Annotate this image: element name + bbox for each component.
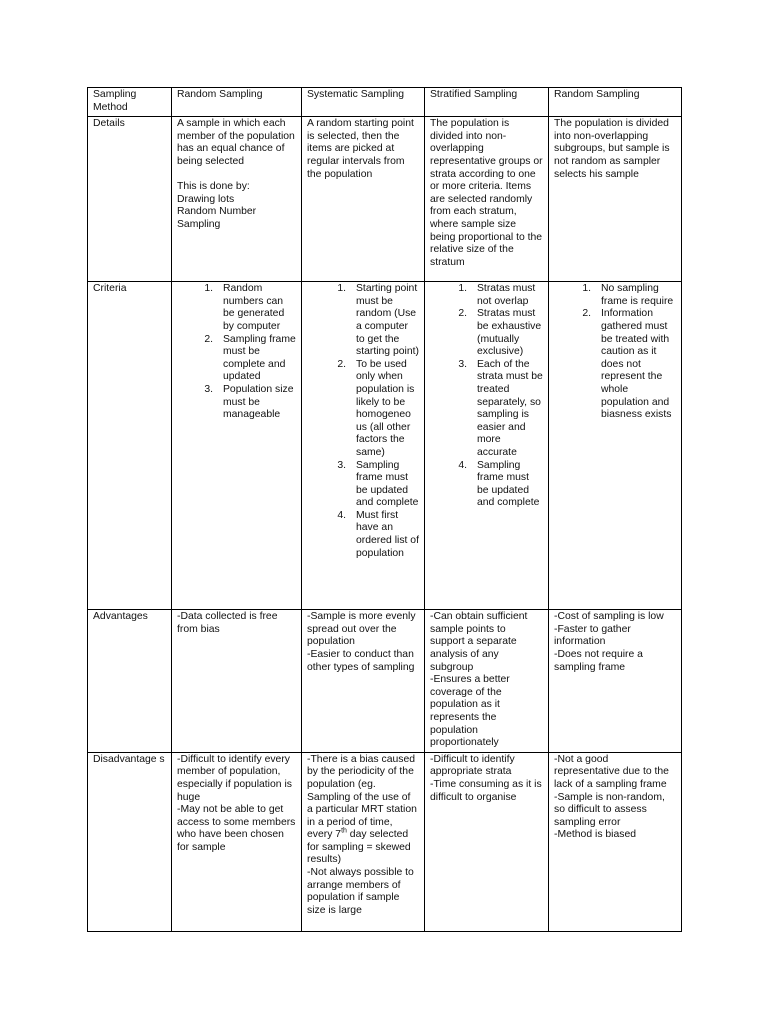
criteria-systematic-list — [307, 283, 419, 560]
ordinal-suffix: th — [341, 827, 347, 835]
details-random-2-cell: The population is divided into non-overlapping subgroups, but sample is not random as sampler selects his sample — [549, 117, 682, 282]
disadvantages-random-2-cell — [549, 752, 682, 931]
row-label-disadvantages: Disadvantage s — [88, 752, 172, 931]
list-item-text: To be used only when population is likely to be homogeneo us (all other factors the same) — [356, 358, 415, 458]
cell-line: -Sample is non-random, so difficult to assess sampling error — [554, 791, 665, 828]
header-cell-random-sampling-2: Random Sampling — [549, 88, 682, 117]
criteria-stratified-cell — [425, 282, 549, 610]
criteria-list-item — [554, 308, 676, 421]
details-random-cell — [172, 117, 302, 282]
row-label-details: Details — [88, 117, 172, 282]
cell-line: -Can obtain sufficient sample points to support a separate analysis of any subgroup — [430, 611, 528, 673]
criteria-list-item — [177, 334, 296, 384]
advantages-random-2-cell — [549, 610, 682, 753]
list-item-text: Population size must be manageable — [223, 383, 294, 421]
disadvantages-stratified-cell — [425, 752, 549, 931]
list-item-number: 3. — [337, 459, 346, 471]
criteria-list-item — [430, 460, 543, 510]
row-label-criteria: Criteria — [88, 282, 172, 610]
criteria-list-item — [307, 359, 419, 460]
cell-line: -Not a good representative due to the lack of a sampling frame — [554, 753, 669, 790]
criteria-random-list — [177, 283, 296, 422]
advantages-stratified-cell — [425, 610, 549, 753]
list-item-text: Sampling frame must be updated and complete — [356, 459, 419, 509]
criteria-list-item — [177, 283, 296, 333]
cell-line: -Sample is more evenly spread out over the population — [307, 611, 416, 648]
details-random-method-title: This is done by: — [177, 181, 250, 193]
list-item-number: 1. — [337, 283, 346, 295]
criteria-random-cell — [172, 282, 302, 610]
disadvantages-random-cell — [172, 752, 302, 931]
list-item-number: 2. — [582, 308, 591, 320]
cell-line: -May not be able to get access to some members who have been chosen for sample — [177, 804, 296, 853]
cell-line: -Data collected is free from bias — [177, 611, 278, 635]
document-page — [87, 87, 681, 932]
bias-text-part-2: day selected for sampling = skewed results) — [307, 829, 411, 866]
cell-line: -Time consuming as it is difficult to organise — [430, 778, 542, 803]
details-random-method-1: Drawing lots — [177, 193, 235, 205]
disadvantages-systematic-cell — [302, 752, 425, 931]
criteria-list-item — [177, 384, 296, 422]
header-cell-sampling-method: Sampling Method — [88, 88, 172, 117]
list-item-number: 4. — [458, 459, 467, 471]
cell-line: -Difficult to identify appropriate strata — [430, 753, 515, 778]
details-random-definition: A sample in which each member of the population has an equal chance of being selected — [177, 118, 295, 167]
list-item-number: 1. — [458, 283, 467, 295]
list-item-number: 2. — [204, 333, 213, 345]
cell-line: -Difficult to identify every member of population, especially if population is huge — [177, 753, 292, 803]
sampling-methods-table — [87, 87, 682, 932]
list-item-text: Information gathered must be treated with caution as it does not represent the whole population and biasness exists — [601, 308, 672, 421]
list-item-text: Stratas must be exhaustive (mutually exclusive) — [477, 308, 542, 358]
header-cell-random-sampling: Random Sampling — [172, 88, 302, 117]
criteria-row — [88, 282, 682, 610]
cell-line: -Cost of sampling is low — [554, 611, 664, 623]
list-item-number: 1. — [582, 283, 591, 295]
criteria-random-2-cell — [549, 282, 682, 610]
header-cell-systematic-sampling: Systematic Sampling — [302, 88, 425, 117]
header-cell-stratified-sampling: Stratified Sampling — [425, 88, 549, 117]
header-row — [88, 88, 682, 117]
advantages-random-cell — [172, 610, 302, 753]
list-item-number: 2. — [337, 358, 346, 370]
details-stratified-cell: The population is divided into non-overlapping representative groups or strata according to one or more criteria. Items are selected randomly from each stratum, where sample size being proportional to the relative size of the stratum — [425, 117, 549, 282]
cell-line: -Method is biased — [554, 829, 637, 841]
cell-line: -Not always possible to arrange members of population if sample size is large — [307, 867, 414, 916]
cell-line: -Easier to conduct than other types of sampling — [307, 648, 415, 673]
list-item-text: Random numbers can be generated by computer — [223, 283, 285, 332]
details-systematic-cell: A random starting point is selected, then the items are picked at regular intervals from the population — [302, 117, 425, 282]
criteria-list-item — [430, 308, 543, 358]
row-label-advantages: Advantages — [88, 610, 172, 753]
list-item-text: Starting point must be random (Use a computer to get the starting point) — [356, 283, 419, 358]
cell-line: -Does not require a sampling frame — [554, 648, 643, 673]
cell-line: -Faster to gather information — [554, 623, 631, 648]
disadvantages-systematic-rest — [307, 867, 419, 917]
list-item-number: 4. — [337, 509, 346, 521]
details-random-method-2: Random Number Sampling — [177, 206, 257, 230]
criteria-list-item — [430, 359, 543, 460]
bias-text-part-1: -There is a bias caused by the periodicity of the population (eg. Sampling of the use of a particular MRT station in a period of time, every 7 — [307, 753, 417, 841]
list-item-number: 3. — [458, 358, 467, 370]
advantages-row — [88, 610, 682, 753]
criteria-list-item — [307, 460, 419, 510]
criteria-list-item — [554, 283, 676, 308]
criteria-list-item — [307, 283, 419, 359]
list-item-number: 1. — [204, 283, 213, 295]
disadvantages-row — [88, 752, 682, 931]
list-item-text: Must first have an ordered list of population — [356, 509, 419, 559]
list-item-text: Stratas must not overlap — [477, 283, 536, 307]
criteria-systematic-cell — [302, 282, 425, 610]
details-row — [88, 117, 682, 282]
criteria-stratified-list — [430, 283, 543, 510]
criteria-list-item — [307, 510, 419, 560]
list-item-text: Sampling frame must be complete and updated — [223, 333, 296, 383]
list-item-number: 3. — [204, 383, 213, 395]
criteria-list-item — [430, 283, 543, 308]
list-item-number: 2. — [458, 308, 467, 320]
list-item-text: Each of the strata must be treated separately, so sampling is easier and more accurate — [477, 358, 543, 458]
list-item-text: No sampling frame is require — [601, 283, 674, 307]
cell-line: -Ensures a better coverage of the population as it represents the population proportionately — [430, 674, 510, 749]
disadvantages-systematic-bias — [307, 754, 419, 867]
list-item-text: Sampling frame must be updated and complete — [477, 459, 540, 509]
criteria-random-2-list — [554, 283, 676, 422]
advantages-systematic-cell — [302, 610, 425, 753]
